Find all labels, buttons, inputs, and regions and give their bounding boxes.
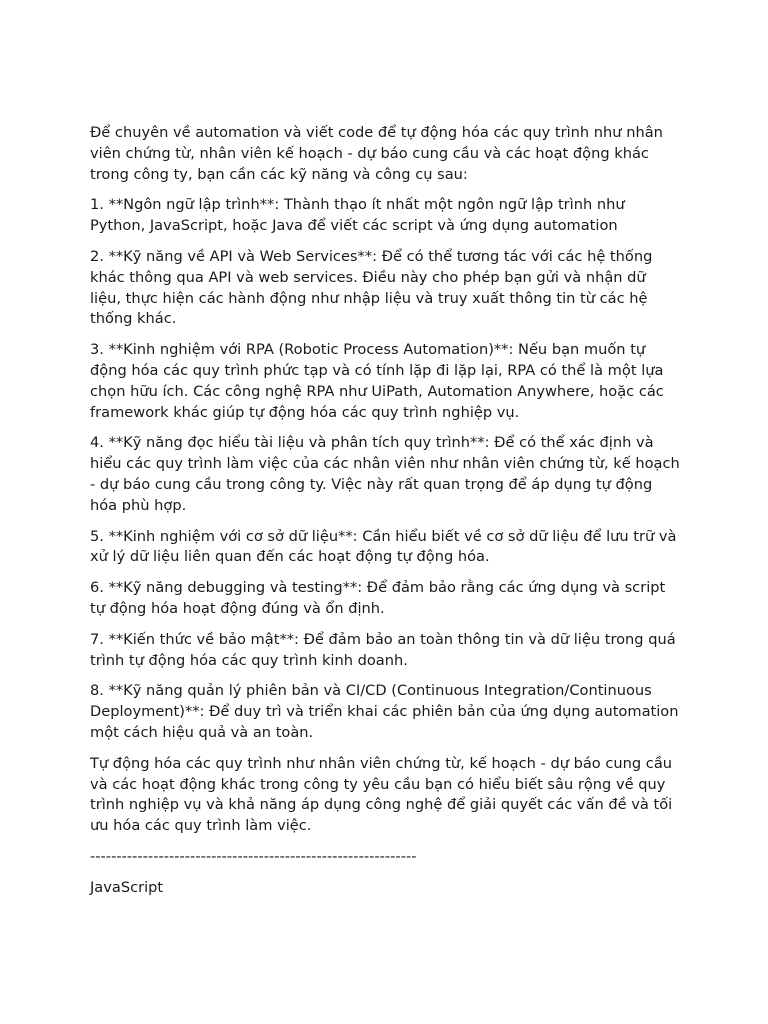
list-item-7: 7. **Kiến thức về bảo mật**: Để đảm bảo an toàn thông tin và dữ liệu trong quá trình tự động hóa các quy trình kinh doanh. [90, 630, 676, 669]
trailing-label: JavaScript [90, 878, 164, 896]
list-item-5: 5. **Kinh nghiệm với cơ sở dữ liệu**: Cần hiểu biết về cơ sở dữ liệu để lưu trữ và xử lý dữ liệu liên quan đến các hoạt động tự động hóa. [90, 527, 677, 566]
list-item-6: 6. **Kỹ năng debugging và testing**: Để đảm bảo rằng các ứng dụng và script tự động hóa hoạt động đúng và ổn định. [90, 579, 666, 617]
document-body [90, 123, 680, 899]
list-item-1: 1. **Ngôn ngữ lập trình**: Thành thạo ít nhất một ngôn ngữ lập trình như Python, JavaScript, hoặc Java để viết các script và ứng dụng automation [90, 196, 625, 235]
conclusion-paragraph: Tự động hóa các quy trình như nhân viên chứng từ, kế hoạch - dự báo cung cầu và các hoạt động khác trong công ty yêu cầu bạn có hiểu biết sâu rộng về quy trình nghiệp vụ và khả năng áp dụng công nghệ để giải quyết các vấn đề và tối ưu hóa các quy trình làm việc. [90, 754, 673, 835]
intro-paragraph: Để chuyên về automation và viết code để tự động hóa các quy trình như nhân viên chứng từ, nhân viên kế hoạch - dự báo cung cầu và các hoạt động khác trong công ty, bạn cần các kỹ năng và công cụ sau: [90, 124, 663, 183]
list-item-8: 8. **Kỹ năng quản lý phiên bản và CI/CD (Continuous Integration/Continuous Deployment)**: Để duy trì và triển khai các phiên bản của ứng dụng automation một cách hiệu quả và an toàn. [90, 682, 679, 741]
list-item-4: 4. **Kỹ năng đọc hiểu tài liệu và phân tích quy trình**: Để có thể xác định và hiểu các quy trình làm việc của các nhân viên như nhân viên chứng từ, kế hoạch - dự báo cung cầu trong công ty. Việc này rất quan trọng để áp dụng tự động hóa phù hợp. [90, 434, 680, 514]
list-item-2: 2. **Kỹ năng về API và Web Services**: Để có thể tương tác với các hệ thống khác thông qua API và web services. Điều này cho phép bạn gửi và nhận dữ liệu, thực hiện các hành động như nhập liệu và truy xuất thông tin từ các hệ thống khác. [90, 247, 653, 328]
separator-line: -------------------------------------------------------------- [90, 847, 417, 865]
list-item-3: 3. **Kinh nghiệm với RPA (Robotic Process Automation)**: Nếu bạn muốn tự động hóa các quy trình phức tạp và có tính lặp đi lặp lại, RPA có thể là một lựa chọn hữu ích. Các công nghệ RPA như UiPath, Automation Anywhere, hoặc các framework khác giúp tự động hóa các quy trình nghiệp vụ. [90, 341, 664, 421]
